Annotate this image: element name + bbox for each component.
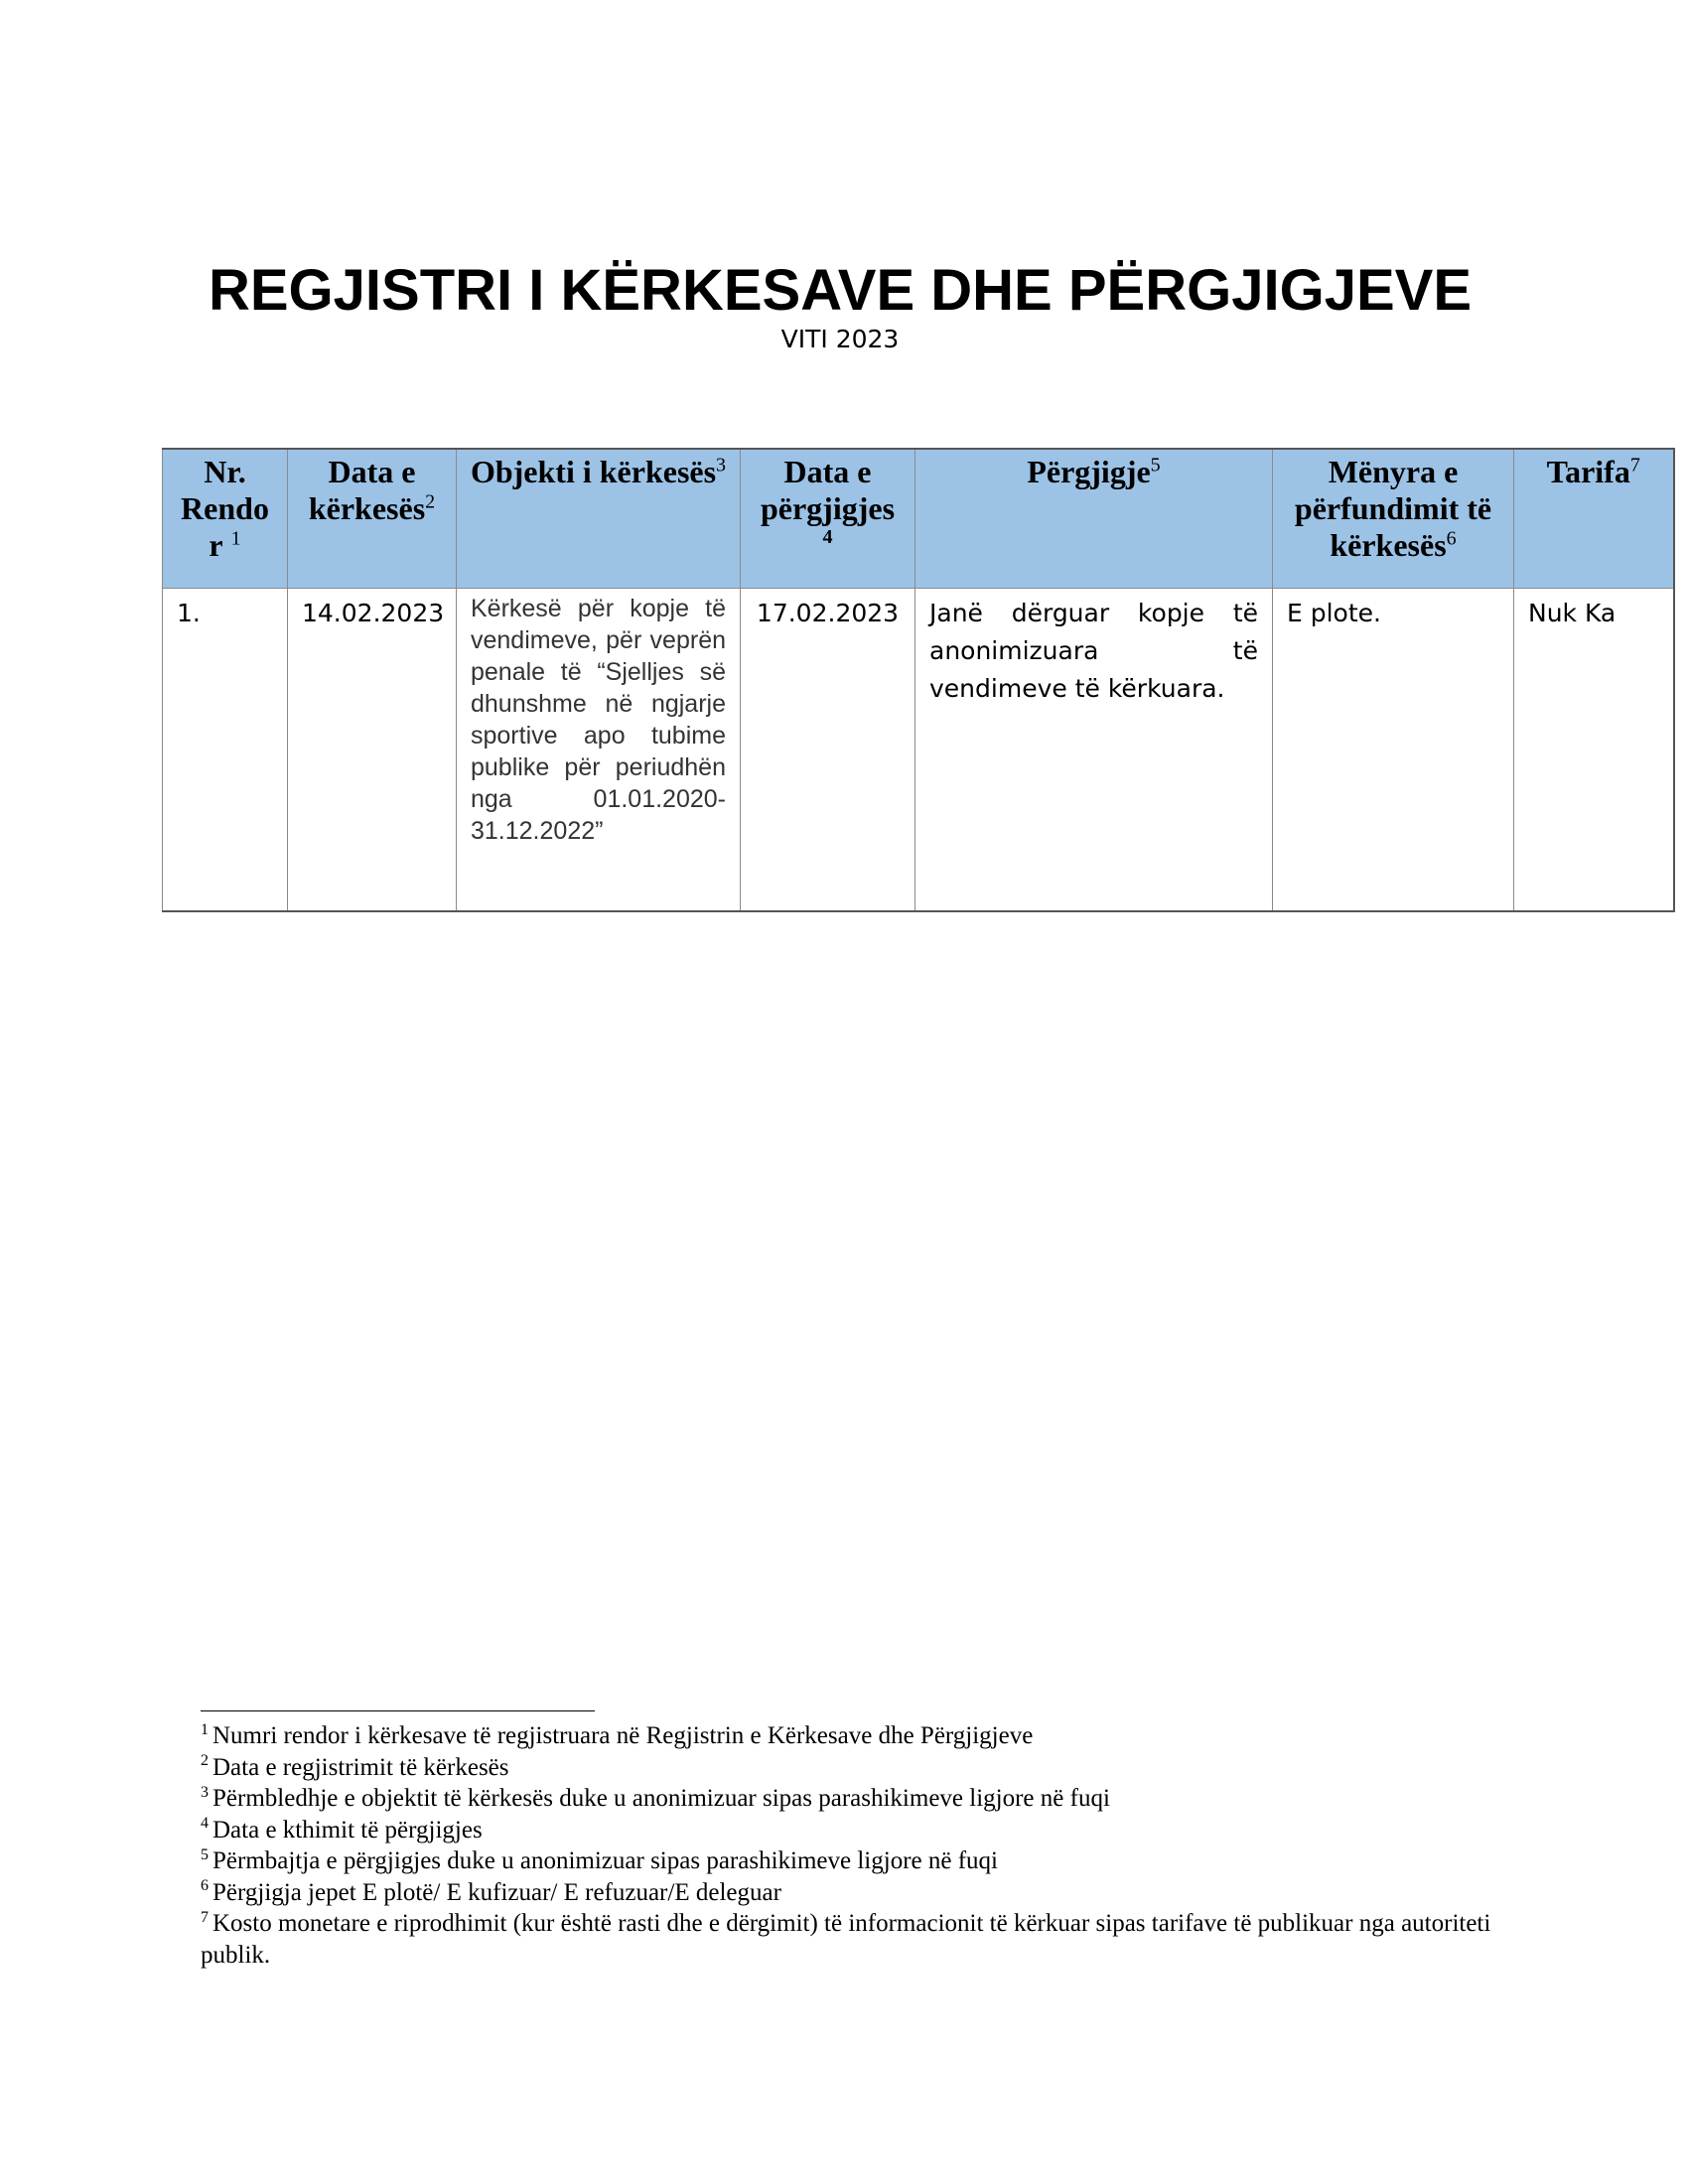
header-pergjigje (915, 449, 1273, 588)
footnote-ref: 1 (230, 527, 241, 550)
table-row (163, 588, 1674, 911)
header-label: Nr. Rendo r (181, 454, 269, 563)
footnote-number: 6 (201, 1877, 209, 1895)
footnote-number: 3 (201, 1783, 209, 1801)
footnote-2 (201, 1752, 1511, 1784)
footnote-ref: 3 (716, 454, 727, 477)
footnote-text: Numri rendor i kërkesave të regjistruara në Regjistrin e Kërkesave dhe Përgjigjeve (212, 1722, 1034, 1749)
footnotes (201, 1720, 1511, 1971)
header-nr-rendor (163, 449, 288, 588)
footnote-text: Data e regjistrimit të kërkesës (212, 1753, 509, 1781)
cell-menyra: E plote. (1273, 588, 1514, 911)
cell-data-pergjigjes: 17.02.2023 (741, 588, 915, 911)
cell-objekti: Kërkesë për kopje të vendimeve, për veprën penale të “Sjelljes së dhunshme në ngjarje sportive apo tubime publike për periudhën nga 01.01.2020-31.12.2022” (457, 588, 741, 911)
footnote-text: Përmbledhje e objektit të kërkesës duke u anonimizuar sipas parashikimeve ligjore në fuqi (212, 1785, 1110, 1812)
footnote-text: Përmbajtja e përgjigjes duke u anonimizuar sipas parashikimeve ligjore në fuqi (212, 1847, 998, 1874)
footnote-3 (201, 1783, 1511, 1815)
document-subtitle: VITI 2023 (780, 325, 900, 353)
footnote-ref: 5 (1150, 454, 1161, 477)
footnote-number: 7 (201, 1908, 209, 1926)
footnote-ref: 7 (1629, 454, 1640, 477)
cell-data-kerkeses: 14.02.2023 (288, 588, 457, 911)
cell-pergjigje: Janë dërguar kopje të anonimizuara të vendimeve të kërkuara. (915, 588, 1273, 911)
footnote-number: 4 (201, 1815, 209, 1833)
register-table (162, 448, 1675, 912)
cell-nr: 1. (163, 588, 288, 911)
footnote-ref: 4 (822, 526, 833, 548)
header-label: Data e përgjigjes (760, 454, 896, 526)
footnote-6 (201, 1877, 1511, 1909)
footnote-text: Kosto monetare e riprodhimit (kur është rasti dhe e dërgimit) të informacionit të kërkuar sipas tarifave të publikuar nga autoriteti publik. (201, 1910, 1491, 1969)
header-label: Tarifa (1546, 454, 1630, 489)
header-tarifa (1514, 449, 1674, 588)
footnote-4 (201, 1815, 1511, 1846)
footnote-text: Data e kthimit të përgjigjes (212, 1816, 483, 1843)
table-header-row (163, 449, 1674, 588)
header-label: Përgjigje (1027, 454, 1151, 489)
header-label: Data e kërkesës (308, 454, 426, 526)
footnote-5 (201, 1845, 1511, 1877)
header-data-kerkeses (288, 449, 457, 588)
footnote-7 (201, 1908, 1511, 1971)
cell-tarifa: Nuk Ka (1514, 588, 1674, 911)
footnote-text: Përgjigja jepet E plotë/ E kufizuar/ E refuzuar/E deleguar (212, 1878, 781, 1906)
header-data-pergjigjes (741, 449, 915, 588)
footnote-number: 5 (201, 1845, 209, 1863)
footnote-ref: 2 (425, 490, 436, 513)
footnote-separator (201, 1710, 595, 1711)
header-label: Objekti i kërkesës (470, 454, 717, 489)
footnote-number: 1 (201, 1720, 209, 1738)
document-title: REGJISTRI I KËRKESAVE DHE PËRGJIGJEVE (208, 258, 1473, 323)
header-label: Mënyra e përfundimit të kërkesës (1294, 454, 1492, 563)
footnote-1 (201, 1720, 1511, 1752)
footnote-number: 2 (201, 1752, 209, 1770)
header-menyra (1273, 449, 1514, 588)
header-objekti (457, 449, 741, 588)
footnote-ref: 6 (1446, 527, 1457, 550)
